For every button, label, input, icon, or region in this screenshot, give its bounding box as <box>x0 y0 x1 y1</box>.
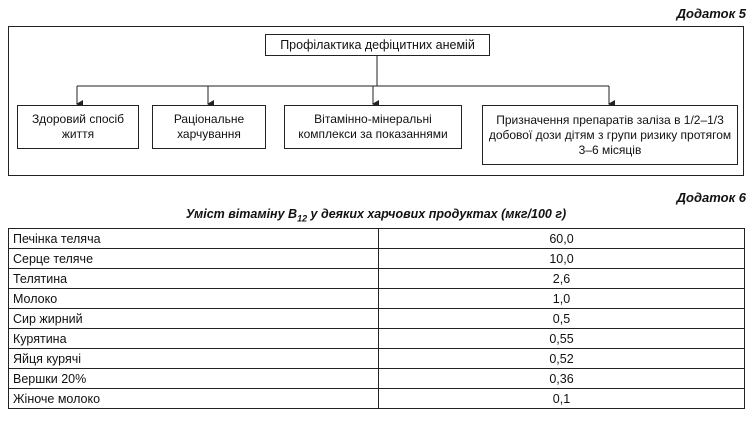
diagram-node-healthy-lifestyle: Здоровий спосіб життя <box>17 105 139 149</box>
value-cell: 0,55 <box>379 329 745 349</box>
diagram-node-rational-nutrition: Раціональне харчування <box>152 105 266 149</box>
diagram-root-node: Профілактика дефіцитних анемій <box>265 34 490 56</box>
vitamin-b12-table <box>8 228 745 409</box>
value-cell: 0,36 <box>379 369 745 389</box>
appendix-5-label: Додаток 5 <box>676 6 746 21</box>
table-row <box>9 329 745 349</box>
value-cell: 60,0 <box>379 229 745 249</box>
table-title-post: у деяких харчових продуктах (мкг/100 г) <box>307 207 567 221</box>
product-cell: Печінка теляча <box>9 229 379 249</box>
value-cell: 0,5 <box>379 309 745 329</box>
product-cell: Телятина <box>9 269 379 289</box>
value-cell: 0,52 <box>379 349 745 369</box>
value-cell: 2,6 <box>379 269 745 289</box>
table-row <box>9 269 745 289</box>
table-row <box>9 289 745 309</box>
product-cell: Сир жирний <box>9 309 379 329</box>
diagram-node-iron-preparations: Призначення препаратів заліза в 1/2–1/3 добової дози дітям з групи ризику протягом 3–6 місяців <box>482 105 738 165</box>
product-cell: Яйця курячі <box>9 349 379 369</box>
value-cell: 1,0 <box>379 289 745 309</box>
appendix-6-label: Додаток 6 <box>676 190 746 205</box>
table-row <box>9 249 745 269</box>
table-title-pre: Уміст вітаміну B <box>185 207 298 221</box>
table-row <box>9 309 745 329</box>
table-row <box>9 389 745 409</box>
product-cell: Курятина <box>9 329 379 349</box>
table-title <box>0 207 752 224</box>
table-row <box>9 369 745 389</box>
table-row <box>9 349 745 369</box>
product-cell: Вершки 20% <box>9 369 379 389</box>
table-row <box>9 229 745 249</box>
value-cell: 10,0 <box>379 249 745 269</box>
diagram-node-vitamin-complexes: Вітамінно-мінеральні комплекси за показаннями <box>284 105 462 149</box>
product-cell: Молоко <box>9 289 379 309</box>
product-cell: Серце теляче <box>9 249 379 269</box>
value-cell: 0,1 <box>379 389 745 409</box>
product-cell: Жіноче молоко <box>9 389 379 409</box>
table-title-sub: 12 <box>297 213 308 224</box>
